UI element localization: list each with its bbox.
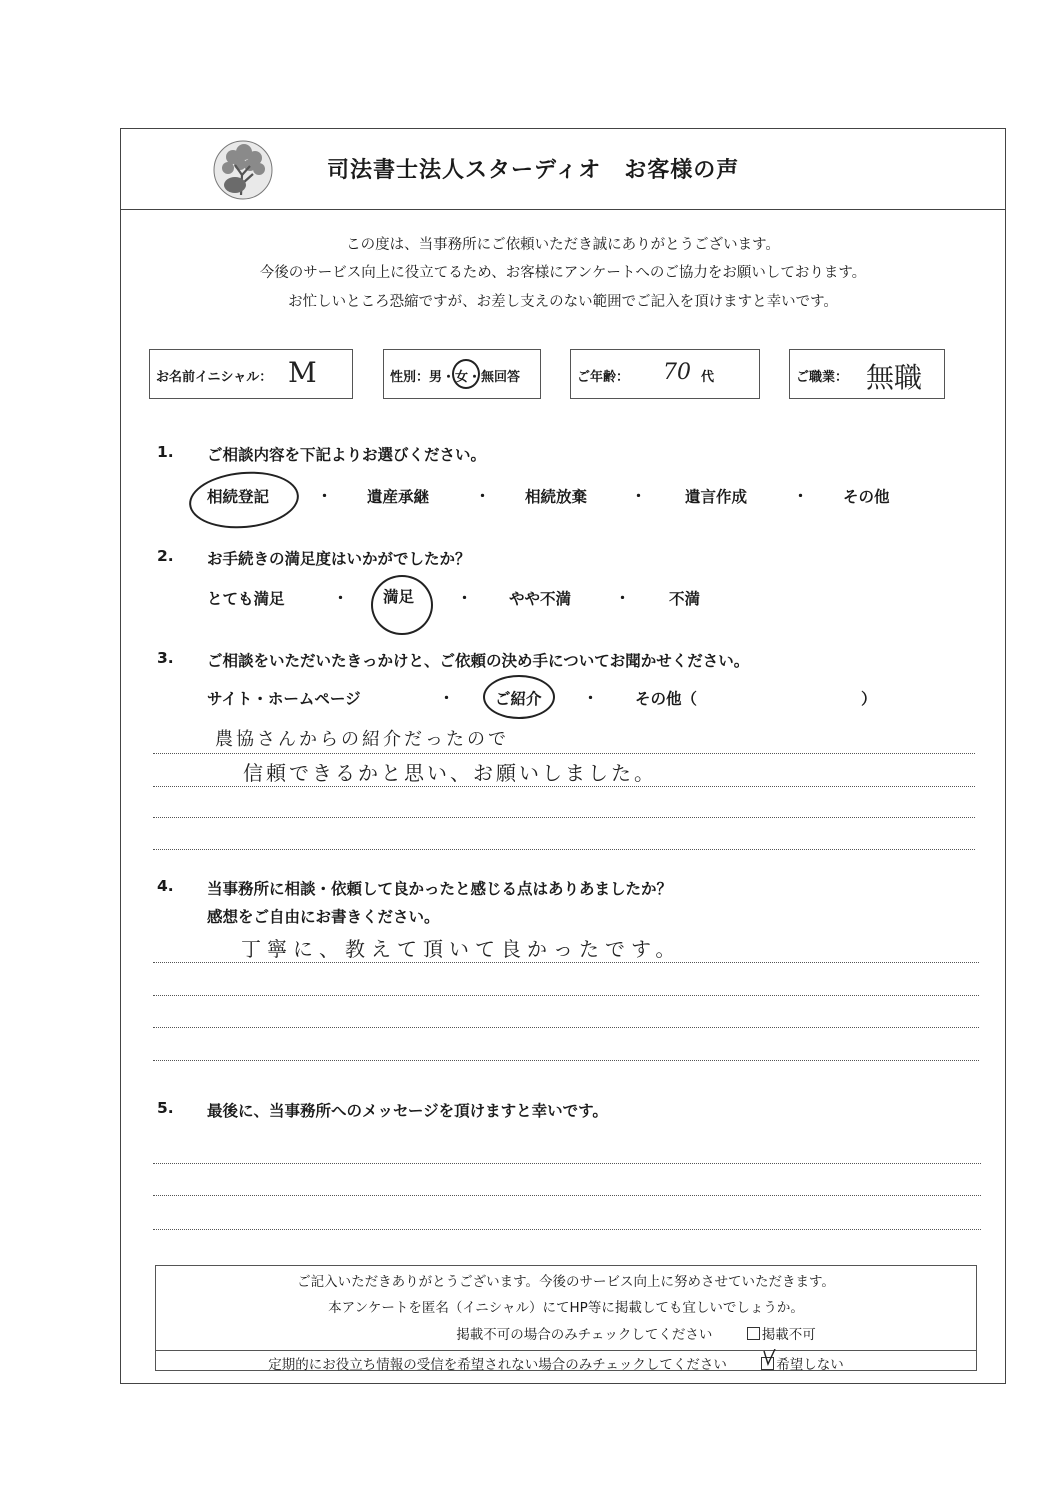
q4-answer-rule [153,1060,979,1061]
q1-selected-circle [187,467,301,532]
q3-question: ご相談をいただいたきっかけと、ご依頼の決め手についてお聞かせください。 [207,652,750,670]
q3-selected-circle [483,675,555,719]
q1-separator: ・ [475,487,491,505]
footer-publish-row [226,1323,1046,1343]
q1-option-2[interactable]: 遺産承継 [367,488,430,506]
intro-line-1: この度は、当事務所にご依頼いただき誠にありがとうございます。 [346,237,780,253]
gender-label: 性別：男・女・無回答 [390,370,521,385]
gender-box[interactable] [383,349,541,399]
q2-option-4[interactable]: 不満 [669,590,701,608]
initial-label: お名前イニシャル： [156,370,273,385]
q3-answer-rule [153,849,975,850]
job-box[interactable] [789,349,945,399]
age-box[interactable] [570,349,760,399]
q1-option-4[interactable]: 遺言作成 [685,488,748,506]
q3-answer-rule [153,817,975,818]
q1-option-5[interactable]: その他 [843,488,890,506]
q1-separator: ・ [631,487,647,505]
footer-publish-question: 本アンケートを匿名（イニシャル）にてHP等に掲載しても宜しいでしょうか。 [328,1300,804,1316]
no-newsletter-checkbox[interactable] [761,1357,844,1373]
no-newsletter-label: 希望しない [776,1357,844,1373]
intro-line-3: お忙しいところ恐縮ですが、お差し支えのない範囲でご記入を頂けますと幸いです。 [288,294,838,310]
q3-answer-line-1: 農協さんからの紹介だったので [215,729,509,750]
q5-number: 5. [157,1099,174,1117]
q4-answer-line-1: 丁寧に、教えて頂いて良かったです。 [241,937,682,961]
q4-answer-rule [153,962,979,963]
q2-separator: ・ [615,589,631,607]
no-publish-label: 掲載不可 [761,1327,816,1343]
footer-thanks: ご記入いただきありがとうございます。今後のサービス向上に努めさせていただきます。 [297,1274,835,1290]
q2-selected-circle [371,575,433,635]
q4-answer-rule [153,1027,979,1028]
q2-option-2[interactable]: 満足 [383,588,415,606]
q5-answer-rule [153,1229,981,1230]
q5-question: 最後に、当事務所へのメッセージを頂けますと幸いです。 [207,1102,608,1120]
q3-answer-line-2: 信頼できるかと思い、お願いしました。 [243,761,657,785]
form-title: 司法書士法人スターディオ お客様の声 [327,158,740,183]
initial-value: M [288,356,317,389]
checkbox-icon [747,1327,760,1340]
footer-divider [156,1350,976,1351]
q4-question: 当事務所に相談・依頼して良かったと感じる点はありあましたか？ [207,880,673,898]
no-publish-checkbox[interactable] [747,1327,816,1343]
q2-separator: ・ [333,589,349,607]
initial-box[interactable] [149,349,353,399]
q4-answer-rule [153,995,979,996]
q2-separator: ・ [457,589,473,607]
q1-separator: ・ [317,487,333,505]
footer-newsletter-instruction: 定期的にお役立ち情報の受信を希望されない場合のみチェックしてください [268,1357,727,1373]
q2-option-3[interactable]: やや不満 [509,590,572,608]
q3-answer-rule [153,786,975,787]
q3-answer-rule [153,753,975,754]
q3-separator: ・ [439,689,455,707]
q1-option-3[interactable]: 相続放棄 [525,488,588,506]
q1-separator: ・ [793,487,809,505]
q4-number: 4. [157,877,174,895]
q5-answer-rule [153,1163,981,1164]
checkbox-checked-icon [761,1357,774,1370]
form-header [121,129,1005,210]
tree-logo-icon [213,139,273,201]
q3-close-paren: ） [861,690,877,708]
footer-publish-instruction: 掲載不可の場合のみチェックしてください [456,1327,713,1343]
q1-option-1[interactable]: 相続登記 [207,488,270,506]
footer-newsletter-row [146,1353,966,1373]
q3-number: 3. [157,649,174,667]
q3-separator: ・ [583,689,599,707]
age-unit: 代 [701,370,715,385]
q3-option-2[interactable]: ご紹介 [495,690,542,708]
consent-box [155,1265,977,1371]
age-label: ご年齢： [577,370,630,385]
q5-answer-rule [153,1195,981,1196]
q2-number: 2. [157,547,174,565]
q2-question: お手続きの満足度はいかがでしたか？ [207,550,471,568]
q1-question: ご相談内容を下記よりお選びください。 [207,446,487,464]
intro-line-2: 今後のサービス向上に役立てるため、お客様にアンケートへのご協力をお願いしております。 [259,265,867,281]
q3-option-1[interactable]: サイト・ホームページ [207,690,361,708]
q1-number: 1. [157,443,174,461]
job-label: ご職業： [796,370,849,385]
job-value: 無職 [866,361,923,394]
q3-option-3[interactable]: その他（ [635,690,698,708]
q2-option-1[interactable]: とても満足 [207,590,285,608]
age-value: 70 [663,360,691,385]
survey-form [120,128,1006,1384]
q4-question-sub: 感想をご自由にお書きください。 [207,908,440,926]
gender-selected-circle [452,359,480,389]
